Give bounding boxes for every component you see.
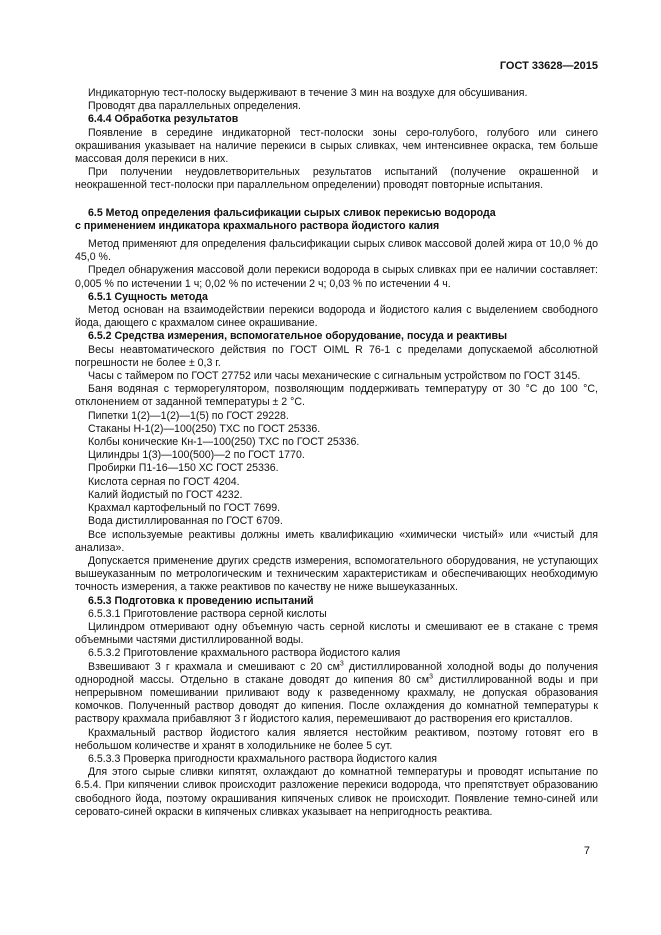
paragraph: Крахмальный раствор йодистого калия является нестойким реактивом, поэтому готовят его в небольшом количестве и хранят в холодильнике не более 5 сут. [75, 726, 598, 752]
paragraph: Метод применяют для определения фальсификации сырых сливок массовой долей жира от 10,0 % до 45,0 %. [75, 238, 598, 264]
subsection-heading: 6.5.1 Сущность метода [88, 290, 208, 303]
list-item: Кислота серная по ГОСТ 4204. [88, 475, 240, 488]
paragraph: Допускается применение других средств измерения, вспомогательного оборудования, не уступающих вышеуказанным по метрологическим и техническим характеристикам и обеспечивающих необходимую точность измерения, а также реактивов по качеству не ниже вышеуказанных. [75, 554, 598, 594]
text-run: Взвешивают 3 г крахмала и смешивают с 20 см [88, 660, 340, 673]
text-run: дистиллированной воды и при непрерывном помешивании приливают воду к разведенному крахмалу, не допуская образования комочков. Полученный раствор доводят до кипения. После охлаждения до комнатной температуры к раствору крахмала прибавляют 3 г йодистого калия, перемешивают до растворения его кристаллов. [75, 673, 598, 726]
section-heading-line: 6.5 Метод определения фальсификации сырых сливок перекисью водорода [88, 206, 496, 219]
list-item: Стаканы Н-1(2)—100(250) ТХС по ГОСТ 25336. [88, 422, 321, 435]
paragraph-with-superscript [75, 661, 598, 727]
clause-title: 6.5.3.2 Приготовление крахмального раствора йодистого калия [88, 647, 401, 660]
paragraph: Проводят два параллельных определения. [88, 100, 301, 113]
document-body [75, 87, 598, 819]
paragraph: Весы неавтоматического действия по ГОСТ OIML R 76-1 с пределами допускаемой абсолютной погрешности не более ± 0,3 г. [75, 343, 598, 369]
clause-title: 6.5.3.3 Проверка пригодности крахмального раствора йодистого калия [88, 752, 438, 765]
list-item: Крахмал картофельный по ГОСТ 7699. [88, 502, 281, 515]
paragraph: Баня водяная с терморегулятором, позволяющим поддерживать температуру от 30 °С до 100 °С, отклонением от заданной температуры ± 2 °С. [75, 383, 598, 409]
superscript: 3 [429, 673, 433, 681]
paragraph: Все используемые реактивы должны иметь квалификацию «химически чистый» или «чистый для анализа». [75, 528, 598, 554]
list-item: Цилиндры 1(3)—100(500)—2 по ГОСТ 1770. [88, 449, 305, 462]
paragraph: При получении неудовлетворительных результатов испытаний (получение окрашенной и неокрашенной тест-полоски при параллельном определении) проводят повторные испытания. [75, 166, 598, 192]
list-item: Калий йодистый по ГОСТ 4232. [88, 488, 243, 501]
clause-title: 6.5.3.1 Приготовление раствора серной кислоты [88, 607, 327, 620]
superscript: 3 [339, 660, 344, 667]
paragraph: Индикаторную тест-полоску выдерживают в течение 3 мин на воздухе для обсушивания. [88, 87, 528, 99]
list-item: Пробирки П1-16—150 ХС ГОСТ 25336. [88, 462, 279, 475]
text-run: дистиллированной холодной воды до получения однородной массы. Отдельно в стакане доводят до кипения 80 см [75, 660, 598, 686]
paragraph: Цилиндром отмеривают одну объемную часть серной кислоты и смешивают ее в стакане с тремя объемными частями дистиллированной воды. [75, 620, 598, 647]
paragraph: Предел обнаружения массовой доли перекиси водорода в сырых сливках при ее наличии составляет: 0,005 % по истечении 1 ч; 0,02 % по истечении 2 ч; 0,03 % по истечении 4 ч. [75, 264, 598, 290]
section-heading-line: с применением индикатора крахмального раствора йодистого калия [75, 219, 440, 232]
list-item: Пипетки 1(2)—1(2)—1(5) по ГОСТ 29228. [88, 409, 289, 422]
paragraph: Появление в середине индикаторной тест-полоски зоны серо-голубого, голубого или синего окрашивания указывает на наличие перекиси в сырых сливках, чем интенсивнее окраска, тем больше массовая доля перекиси в них. [75, 126, 598, 166]
list-item: Колбы конические Кн-1—100(250) ТХС по ГОСТ 25336. [88, 436, 360, 449]
paragraph: Для этого сырые сливки кипятят, охлаждают до комнатной температуры и проводят испытание по 6.5.4. При кипячении сливок происходит разложение перекиси водорода, что препятствует образованию свободного йода, поэтому окрашивания кипяченых сливок не происходит. Появление темно-синей или серовато-синей окраски в кипяченых сливках указывает на непригодность реактива. [75, 766, 598, 818]
document-number: ГОСТ 33628—2015 [499, 60, 598, 72]
page-number: 7 [583, 845, 590, 857]
list-item: Вода дистиллированная по ГОСТ 6709. [88, 515, 283, 528]
subsection-heading: 6.4.4 Обработка результатов [88, 113, 239, 126]
section-heading [75, 207, 598, 233]
paragraph: Метод основан на взаимодействии перекиси водорода и йодистого калия с выделением свободного йода, дающего с крахмалом синее окрашивание. [75, 304, 598, 330]
subsection-heading: 6.5.3 Подготовка к проведению испытаний [88, 594, 314, 607]
subsection-heading: 6.5.2 Средства измерения, вспомогательное оборудование, посуда и реактивы [88, 330, 508, 343]
paragraph: Часы с таймером по ГОСТ 27752 или часы механические с сигнальным устройством по ГОСТ 3145. [88, 370, 581, 383]
